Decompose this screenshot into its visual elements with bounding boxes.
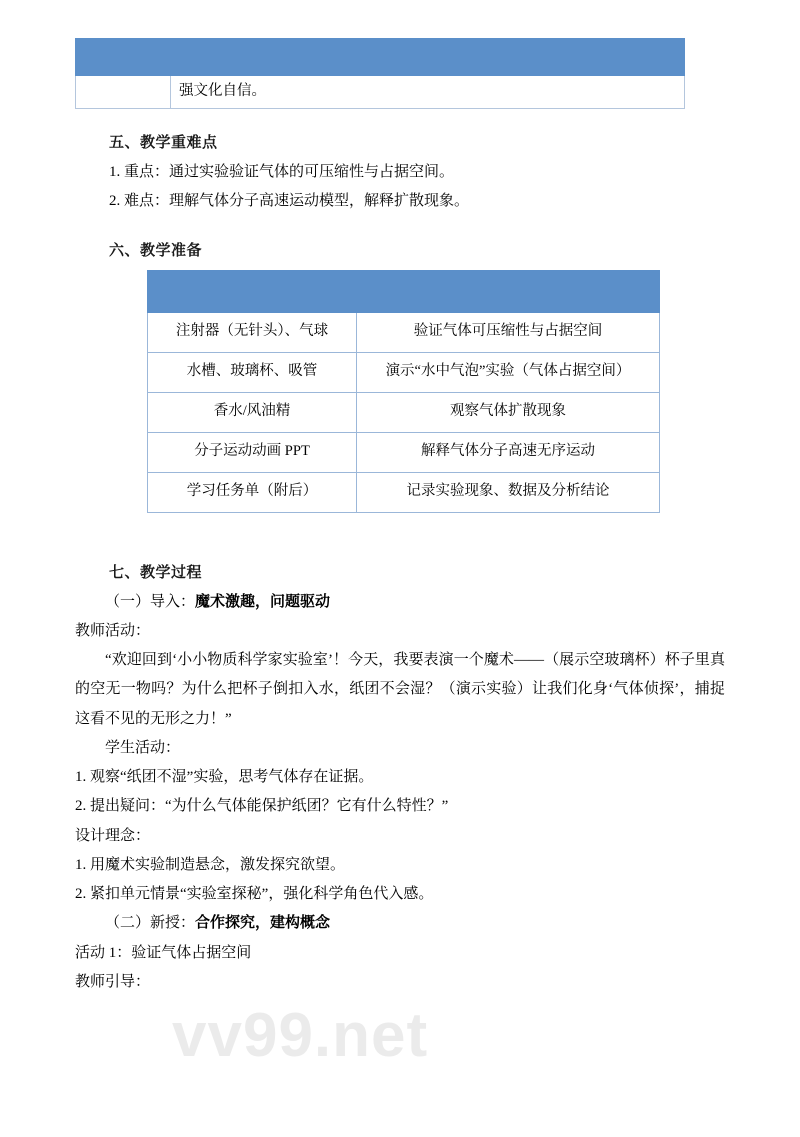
key-point-line: 2. 难点：理解气体分子高速运动模型，解释扩散现象。 xyxy=(109,193,470,210)
table-header-row xyxy=(76,39,685,76)
table-row xyxy=(76,76,685,109)
design-rationale-line: 2. 紧扣单元情景“实验室探秘”，强化科学角色代入感。 xyxy=(75,886,434,902)
teacher-guide-label: 教师引导： xyxy=(75,973,151,990)
step-two-bold: 合作探究，建构概念 xyxy=(195,915,331,932)
student-activity-label: 学生活动： xyxy=(105,739,181,756)
table-row xyxy=(148,352,660,392)
table-cell: 注射器（无针头）、气球 xyxy=(148,312,357,352)
watermark: vv99.net xyxy=(172,1001,429,1070)
table-header-row xyxy=(148,270,660,312)
teacher-activity-label: 教师活动： xyxy=(75,622,151,639)
spacer xyxy=(75,513,725,539)
step-one-prefix: （一）导入： xyxy=(105,593,196,610)
process-step-one-title xyxy=(75,588,725,617)
table-header-cell xyxy=(357,270,660,312)
table-row xyxy=(148,472,660,512)
process-step-two-title xyxy=(75,909,725,938)
preparation-table xyxy=(147,270,660,513)
heading-teaching-process: 七、教学过程 xyxy=(109,563,203,581)
table-cell: 验证气体可压缩性与占据空间 xyxy=(357,312,660,352)
table-cell xyxy=(76,76,171,109)
table-cell: 记录实验现象、数据及分析结论 xyxy=(357,472,660,512)
table-cell: 强文化自信。 xyxy=(171,76,685,109)
table-header-cell xyxy=(171,39,685,76)
design-rationale-label: 设计理念： xyxy=(75,827,151,844)
table-cell: 解释气体分子高速无序运动 xyxy=(357,432,660,472)
student-activity-line: 2. 提出疑问：“为什么气体能保护纸团？它有什么特性？” xyxy=(75,798,449,815)
table-cell: 水槽、玻璃杯、吸管 xyxy=(148,352,357,392)
key-point-line: 1. 重点：通过实验验证气体的可压缩性与占据空间。 xyxy=(109,164,455,180)
heading-key-points: 五、教学重难点 xyxy=(109,134,218,151)
table-cell: 香水/风油精 xyxy=(148,392,357,432)
step-two-prefix: （二）新授： xyxy=(105,915,196,932)
table-cell: 演示“水中气泡”实验（气体占据空间） xyxy=(357,352,660,392)
heading-preparation: 六、教学准备 xyxy=(109,241,203,259)
table-cell: 分子运动动画 PPT xyxy=(148,432,357,472)
activity-one-title: 活动 1：验证气体占据空间 xyxy=(75,944,252,961)
teacher-quote: “欢迎回到‘小小物质科学家实验室’！今天，我要表演一个魔术——（展示空玻璃杯）杯子里真的空无一物吗？为什么把杯子倒扣入水，纸团不会湿？（演示实验）让我们化身‘气体侦探’，捕捉这看不见的无形之力！” xyxy=(75,652,725,727)
table-row xyxy=(148,432,660,472)
table-cell: 观察气体扩散现象 xyxy=(357,392,660,432)
student-activity-line: 1. 观察“纸团不湿”实验，思考气体存在证据。 xyxy=(75,769,374,785)
step-one-bold: 魔术激趣，问题驱动 xyxy=(195,593,331,610)
table-header-cell xyxy=(76,39,171,76)
design-rationale-line: 1. 用魔术实验制造悬念，激发探究欲望。 xyxy=(75,856,346,873)
continued-table xyxy=(75,38,685,109)
table-header-cell xyxy=(148,270,357,312)
table-row xyxy=(148,392,660,432)
table-row xyxy=(148,312,660,352)
table-cell: 学习任务单（附后） xyxy=(148,472,357,512)
